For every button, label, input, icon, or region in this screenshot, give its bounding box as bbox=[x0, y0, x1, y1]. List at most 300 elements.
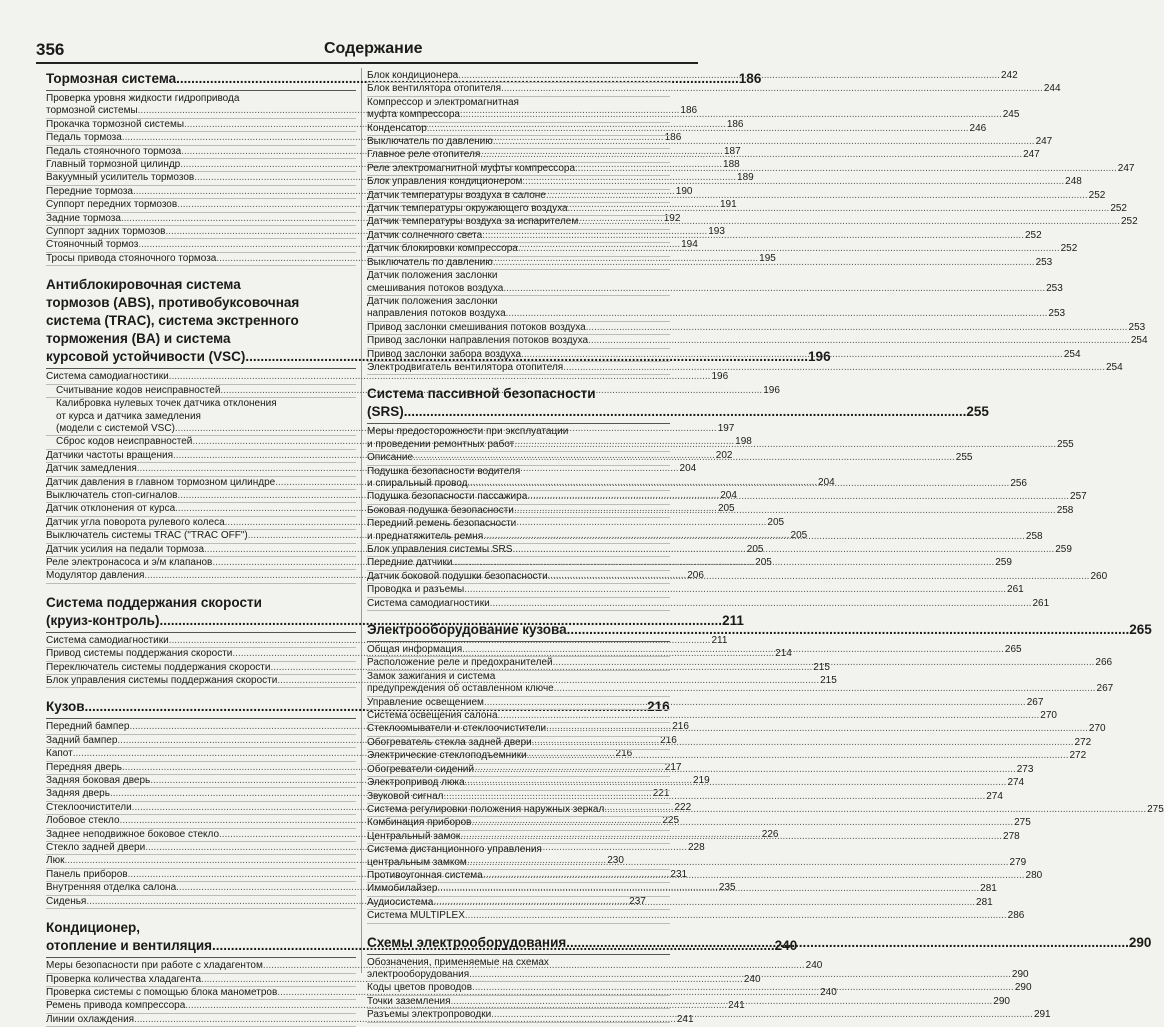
section-page-number: 211 bbox=[722, 612, 744, 628]
entry-page-number: 204 bbox=[818, 476, 835, 488]
section-title-line: Система поддержания скорости bbox=[46, 594, 262, 610]
toc-entry[interactable] bbox=[367, 710, 1057, 723]
leader-dots bbox=[452, 557, 994, 569]
entry-page-number: 215 bbox=[820, 675, 837, 686]
toc-entry[interactable] bbox=[367, 361, 1123, 375]
leader-dots bbox=[469, 969, 1011, 981]
toc-entry[interactable] bbox=[367, 584, 1024, 597]
leader-dots bbox=[546, 723, 1088, 735]
toc-entry[interactable] bbox=[46, 371, 729, 384]
section-title[interactable] bbox=[367, 621, 1152, 639]
entry-page-number: 217 bbox=[664, 761, 682, 773]
entry-text: Обозначения, применяемые на схемах bbox=[367, 956, 549, 968]
entry-last-line bbox=[367, 683, 1114, 695]
entry-page-number: 240 bbox=[805, 960, 823, 972]
entry-page-number: 191 bbox=[719, 199, 737, 211]
entry-text: смешивания потоков воздуха bbox=[367, 282, 504, 294]
entry-page-number: 242 bbox=[1000, 70, 1018, 81]
leader-dots bbox=[506, 308, 1048, 320]
entry-text: Система освещения салона bbox=[367, 710, 498, 722]
entry-text: муфта компрессора bbox=[367, 109, 460, 121]
entry-page-number: 259 bbox=[995, 557, 1012, 569]
entry-text: Калибровка нулевых точек датчика отклонения bbox=[56, 398, 277, 410]
leader-dots bbox=[588, 335, 1130, 347]
entry-page-number: 260 bbox=[1090, 570, 1108, 582]
entry-page-number: 254 bbox=[1063, 348, 1081, 360]
toc-entry[interactable] bbox=[367, 295, 1066, 322]
entry-page-number: 247 bbox=[1035, 136, 1053, 148]
leader-dots bbox=[527, 491, 1069, 503]
entry-page-number: 186 bbox=[726, 118, 744, 130]
entry-text: Задняя дверь bbox=[46, 788, 110, 800]
section-title-text: Тормозная система bbox=[46, 71, 177, 86]
leader-dots bbox=[472, 982, 1014, 994]
entry-page-number: 230 bbox=[607, 855, 624, 867]
leader-dots bbox=[465, 777, 1007, 789]
section-page-number: 216 bbox=[647, 699, 670, 715]
leader-dots bbox=[514, 505, 1056, 517]
entry-text: Панель приборов bbox=[46, 868, 128, 880]
leader-dots bbox=[464, 584, 1006, 596]
entry-page-number: 240 bbox=[820, 986, 837, 998]
leader-dots bbox=[575, 163, 1117, 175]
entry-page-number: 204 bbox=[679, 463, 697, 475]
entry-text: (модели с системой VSC) bbox=[56, 422, 175, 434]
entry-text: Система самодиагностики bbox=[46, 371, 169, 383]
entry-page-number: 240 bbox=[743, 973, 761, 985]
entry-text: Проверка системы с помощью блока манометров bbox=[46, 986, 278, 998]
section-gap bbox=[367, 611, 670, 621]
entry-last-line bbox=[367, 282, 1063, 295]
entry-text: от курса и датчика замедления bbox=[56, 410, 201, 422]
toc-entry[interactable] bbox=[367, 321, 1146, 335]
entry-text: Иммобилайзер bbox=[367, 883, 438, 895]
entry-page-number: 216 bbox=[615, 748, 633, 760]
leader-dots bbox=[490, 598, 1032, 610]
section-gap bbox=[367, 375, 670, 385]
leader-dots bbox=[566, 934, 1129, 952]
entry-page-number: 274 bbox=[986, 790, 1003, 802]
entry-page-number: 197 bbox=[717, 422, 735, 434]
section-title-text: (круиз-контроль) bbox=[46, 612, 160, 628]
section-page-number: 265 bbox=[1129, 622, 1152, 638]
entry-page-number: 214 bbox=[775, 648, 792, 660]
leader-dots bbox=[465, 910, 1007, 922]
entry-text: Датчик усилия на педали тормоза bbox=[46, 543, 205, 555]
entry-page-number: 222 bbox=[674, 801, 692, 813]
leader-dots bbox=[493, 257, 1035, 269]
entry-page-number: 221 bbox=[652, 788, 670, 800]
entry-text: Датчик давления в главном тормозном цилиндре bbox=[46, 476, 276, 488]
entry-page-number: 280 bbox=[1025, 869, 1043, 881]
section-gap bbox=[46, 909, 356, 919]
leader-dots bbox=[548, 571, 1090, 583]
toc-entry[interactable] bbox=[367, 696, 1044, 710]
entry-text: Педаль тормоза bbox=[46, 132, 122, 144]
leader-dots bbox=[433, 897, 975, 909]
leader-dots bbox=[462, 644, 1004, 656]
entry-text: Линии охлаждения bbox=[46, 1013, 135, 1025]
entry-page-number: 244 bbox=[1043, 83, 1061, 95]
leader-dots bbox=[532, 734, 1074, 749]
entry-page-number: 266 bbox=[1095, 657, 1113, 669]
entry-text: Переключатель системы поддержания скорости bbox=[46, 661, 271, 673]
entry-page-number: 278 bbox=[1003, 830, 1020, 842]
entry-text: Центральный замок bbox=[367, 830, 461, 842]
entry-page-number: 246 bbox=[969, 122, 987, 134]
entry-page-number: 256 bbox=[1010, 477, 1027, 489]
entry-text: Система дистанционного управления bbox=[367, 844, 542, 856]
toc-entry[interactable] bbox=[367, 790, 1003, 804]
leader-dots bbox=[586, 322, 1128, 334]
section-page-number: 196 bbox=[808, 349, 831, 365]
entry-text: Капот bbox=[46, 748, 73, 760]
entry-page-number: 241 bbox=[728, 1000, 745, 1012]
entry-text: Передние тормоза bbox=[46, 185, 133, 197]
leader-dots bbox=[514, 439, 1056, 451]
entry-page-number: 235 bbox=[718, 882, 736, 894]
section-rule bbox=[367, 954, 670, 955]
leader-dots bbox=[483, 870, 1025, 882]
entry-text: Система MULTIPLEX bbox=[367, 910, 465, 922]
section-page-number: 240 bbox=[774, 938, 798, 954]
entry-page-number: 290 bbox=[993, 995, 1010, 1007]
entry-text: Стеклоочистители bbox=[46, 801, 132, 813]
section-title-line: Кондиционер, bbox=[46, 920, 141, 936]
entry-page-number: 255 bbox=[955, 452, 973, 464]
entry-page-number: 193 bbox=[708, 226, 725, 238]
entry-text: Описание bbox=[367, 452, 414, 464]
entry-text: Блок управления кондиционером bbox=[367, 176, 523, 188]
entry-text: Подушка безопасности водителя bbox=[367, 465, 521, 477]
leader-dots bbox=[512, 544, 1054, 556]
entry-page-number: 270 bbox=[1040, 710, 1057, 722]
entry-text: Реле электронасоса и э/м клапанов bbox=[46, 556, 213, 568]
section-rule bbox=[46, 90, 356, 91]
entry-page-number: 247 bbox=[1117, 162, 1135, 174]
entry-text: Тросы привода стояночного тормоза bbox=[46, 252, 217, 264]
section-gap bbox=[367, 924, 670, 934]
entry-page-number: 216 bbox=[660, 734, 677, 746]
entry-page-number: 279 bbox=[1009, 856, 1027, 868]
entry-page-number: 192 bbox=[663, 212, 681, 224]
entry-text: Ремень привода компрессора bbox=[46, 1000, 186, 1012]
entry-text: Датчик замедления bbox=[46, 463, 137, 475]
entry-text: Прокачка тормозной системы bbox=[46, 118, 185, 130]
entry-text: Общая информация bbox=[367, 644, 463, 656]
entry-text: Боковая подушка безопасности bbox=[367, 504, 514, 516]
entry-page-number: 215 bbox=[813, 661, 830, 673]
entry-page-number: 248 bbox=[1065, 176, 1082, 188]
entry-text: Педаль стояночного тормоза bbox=[46, 145, 182, 157]
entry-text: Датчик блокировки компрессора bbox=[367, 243, 518, 255]
section-rule bbox=[46, 368, 356, 369]
entry-text: Заднее неподвижное боковое стекло bbox=[46, 828, 220, 840]
entry-text: Датчик положения заслонки bbox=[367, 270, 498, 282]
entry-text: Главный тормозной цилиндр bbox=[46, 159, 181, 171]
entry-text: Передняя дверь bbox=[46, 761, 122, 773]
entry-page-number: 247 bbox=[1023, 149, 1040, 161]
entry-page-number: 237 bbox=[629, 895, 646, 907]
entry-text: Датчик температуры воздуха за испарителем bbox=[367, 216, 579, 228]
leader-dots bbox=[522, 176, 1064, 188]
leader-dots bbox=[480, 149, 1022, 161]
leader-dots bbox=[427, 123, 969, 135]
entry-text: Сброс кодов неисправностей bbox=[56, 436, 193, 448]
entry-page-number: 286 bbox=[1007, 910, 1025, 922]
entry-text: Реле электромагнитной муфты компрессора bbox=[367, 162, 576, 174]
entry-text: Выключатель по давлению bbox=[367, 136, 493, 148]
entry-text: Меры предосторожности при эксплуатации bbox=[367, 426, 569, 438]
entry-page-number: 270 bbox=[1088, 723, 1106, 735]
leader-dots bbox=[604, 801, 1146, 816]
leader-dots bbox=[468, 478, 1010, 490]
entry-page-number: 187 bbox=[723, 145, 741, 157]
entry-page-number: 274 bbox=[1007, 777, 1025, 789]
entry-text: электрооборудования bbox=[367, 968, 470, 980]
entry-page-number: 258 bbox=[1025, 530, 1043, 542]
entry-text: Система самодиагностики bbox=[367, 597, 490, 609]
entry-text: Внутренняя отделка салона bbox=[46, 882, 177, 894]
entry-text: Датчик солнечного света bbox=[367, 229, 483, 241]
entry-text: Модулятор давления bbox=[46, 570, 145, 582]
entry-text: Суппорт задних тормозов bbox=[46, 226, 166, 238]
entry-text: и преднатяжитель ремня bbox=[367, 530, 484, 542]
section-title-line: Антиблокировочная система bbox=[46, 277, 241, 293]
entry-text: Задний бампер bbox=[46, 734, 118, 746]
entry-page-number: 231 bbox=[670, 868, 688, 880]
entry-page-number: 188 bbox=[723, 159, 740, 171]
entry-text: Задняя боковая дверь bbox=[46, 775, 151, 787]
leader-dots bbox=[404, 403, 967, 421]
entry-page-number: 253 bbox=[1046, 282, 1063, 294]
entry-text: и спиральный провод bbox=[367, 477, 468, 489]
entry-text: Привод заслонки направления потоков воздуха bbox=[367, 335, 589, 347]
entry-text: Сиденья bbox=[46, 895, 87, 907]
entry-text: Стекло задней двери bbox=[46, 842, 146, 854]
entry-page-number: 205 bbox=[790, 530, 808, 542]
entry-page-number: 252 bbox=[1121, 216, 1138, 228]
section-gap bbox=[46, 688, 356, 698]
section-page-number: 186 bbox=[738, 71, 762, 86]
entry-text: Точки заземления bbox=[367, 995, 451, 1007]
entry-text: Выключатель системы TRAC ("TRAC OFF") bbox=[46, 530, 248, 542]
section-title-line: тормозов (ABS), противобуксовочная bbox=[46, 295, 300, 311]
entry-text: Проводка и разъемы bbox=[367, 584, 465, 596]
leader-dots bbox=[460, 109, 1002, 121]
leader-dots bbox=[484, 697, 1026, 709]
entry-page-number: 225 bbox=[662, 815, 680, 827]
entry-page-number: 253 bbox=[1035, 256, 1053, 268]
page-number: 356 bbox=[36, 40, 65, 59]
leader-dots bbox=[493, 136, 1035, 148]
entry-page-number: 211 bbox=[711, 634, 728, 646]
entry-page-number: 252 bbox=[1025, 229, 1042, 241]
entry-page-number: 254 bbox=[1105, 361, 1123, 373]
entry-last-line bbox=[367, 856, 1027, 869]
section-page-number: 255 bbox=[966, 404, 989, 420]
section-title-line: система (TRAC), система экстренного bbox=[46, 313, 299, 329]
section-title-line: торможения (BA) и система bbox=[46, 331, 231, 347]
entry-page-number: 206 bbox=[687, 570, 704, 582]
entry-text: направления потоков воздуха bbox=[367, 308, 506, 320]
toc-entry[interactable] bbox=[367, 597, 1050, 611]
entry-page-number: 216 bbox=[672, 721, 689, 733]
entry-text: Система самодиагностики bbox=[46, 634, 169, 646]
entry-text: и проведении ремонтных работ bbox=[367, 438, 515, 450]
leader-dots bbox=[553, 657, 1095, 669]
section-page-number: 290 bbox=[1128, 934, 1152, 950]
entry-text: Задние тормоза bbox=[46, 212, 121, 224]
entry-page-number: 204 bbox=[720, 489, 737, 501]
entry-page-number: 205 bbox=[767, 516, 785, 528]
entry-page-number: 190 bbox=[675, 185, 693, 197]
entry-page-number: 261 bbox=[1007, 584, 1024, 596]
entry-text: тормозной системы bbox=[46, 105, 138, 117]
leader-dots bbox=[521, 349, 1063, 361]
toc-entry[interactable] bbox=[367, 270, 1063, 296]
entry-page-number: 267 bbox=[1026, 696, 1044, 708]
section-rule bbox=[46, 957, 356, 958]
entry-page-number: 258 bbox=[1056, 504, 1074, 516]
entry-page-number: 186 bbox=[680, 105, 698, 117]
entry-page-number: 281 bbox=[980, 883, 997, 895]
entry-text: Считывание кодов неисправностей bbox=[56, 384, 221, 396]
entry-text: Звуковой сигнал bbox=[367, 790, 444, 802]
leader-dots bbox=[471, 817, 1013, 829]
leader-dots bbox=[546, 190, 1088, 202]
entry-text: Стояночный тормоз bbox=[46, 239, 139, 251]
entry-text: Датчик температуры воздуха в салоне bbox=[367, 189, 546, 201]
leader-dots bbox=[467, 857, 1009, 869]
leader-dots bbox=[518, 243, 1060, 255]
toc-entry[interactable] bbox=[367, 896, 993, 910]
section-rule bbox=[46, 718, 356, 719]
leader-dots bbox=[554, 683, 1096, 695]
section-rule bbox=[46, 632, 356, 633]
section-rule bbox=[367, 641, 670, 642]
entry-page-number: 290 bbox=[1011, 968, 1029, 980]
entry-page-number: 272 bbox=[1069, 750, 1087, 762]
entry-text: Электрические стеклоподъемники bbox=[367, 750, 527, 762]
leader-dots bbox=[483, 531, 1025, 543]
entry-page-number: 257 bbox=[1070, 491, 1087, 503]
leader-dots bbox=[498, 710, 1040, 722]
entry-text: Датчик положения заслонки bbox=[367, 295, 498, 307]
entry-text: Главное реле отопителя bbox=[367, 149, 481, 161]
entry-page-number: 252 bbox=[1088, 189, 1106, 201]
leader-dots bbox=[491, 1009, 1033, 1021]
entry-text: Блок управления системы поддержания скорости bbox=[46, 675, 278, 686]
entry-text: Суппорт передних тормозов bbox=[46, 199, 178, 211]
entry-text: Датчик отклонения от курса bbox=[46, 503, 176, 515]
toc-entry[interactable] bbox=[367, 910, 1025, 923]
entry-text: Передний бампер bbox=[46, 721, 130, 733]
entry-page-number: 205 bbox=[746, 543, 764, 555]
entry-text: Выключатель по давлению bbox=[367, 256, 493, 268]
toc-entry[interactable] bbox=[367, 750, 1087, 763]
leader-dots bbox=[503, 283, 1045, 295]
entry-page-number: 281 bbox=[976, 896, 993, 908]
entry-page-number: 189 bbox=[737, 172, 754, 184]
entry-page-number: 254 bbox=[1130, 335, 1148, 347]
entry-text: Датчик боковой подушки безопасности bbox=[367, 570, 548, 582]
toc-entry[interactable] bbox=[367, 335, 1148, 348]
section-title-text: Схемы электрооборудования bbox=[367, 934, 567, 950]
leader-dots bbox=[563, 362, 1105, 374]
leader-dots bbox=[460, 828, 1002, 843]
entry-text: предупреждения об оставленном ключе bbox=[367, 683, 554, 695]
section-title-text: отопление и вентиляция bbox=[46, 938, 213, 954]
header-rule bbox=[36, 62, 698, 64]
entry-text: Блок управления системы SRS bbox=[367, 544, 513, 555]
entry-page-number: 253 bbox=[1128, 321, 1146, 333]
entry-page-number: 252 bbox=[1110, 203, 1127, 215]
entry-text: Выключатель стоп-сигналов bbox=[46, 489, 178, 501]
entry-text: Замок зажигания и система bbox=[367, 670, 496, 682]
entry-page-number: 219 bbox=[693, 775, 710, 787]
entry-text: Передние датчики bbox=[367, 557, 453, 569]
entry-text: Вакуумный усилитель тормозов bbox=[46, 172, 195, 184]
entry-text: Датчики частоты вращения bbox=[46, 449, 173, 461]
entry-page-number: 205 bbox=[717, 503, 735, 515]
entry-text: Проверка количества хладагента bbox=[46, 973, 202, 985]
entry-text: Разъемы электропроводки bbox=[367, 1009, 492, 1021]
leader-dots bbox=[443, 791, 985, 803]
leader-dots bbox=[501, 83, 1043, 95]
entry-page-number: 205 bbox=[755, 556, 772, 568]
entry-page-number: 261 bbox=[1032, 597, 1050, 609]
entry-text: Блок кондиционера bbox=[367, 70, 459, 81]
entry-text: Противоугонная система bbox=[367, 869, 483, 881]
entry-text: Конденсатор bbox=[367, 122, 427, 134]
entry-text: Блок вентилятора отопителя bbox=[367, 83, 502, 95]
section-rule bbox=[367, 423, 670, 424]
entry-text: Привод заслонки забора воздуха bbox=[367, 348, 522, 360]
entry-page-number: 275 bbox=[1014, 817, 1031, 829]
section-title[interactable] bbox=[367, 403, 989, 421]
section-title-text: (SRS) bbox=[367, 404, 404, 420]
entry-page-number: 252 bbox=[1060, 243, 1078, 255]
entry-page-number: 195 bbox=[759, 252, 776, 264]
section-title-text: Электрооборудование кузова bbox=[367, 622, 567, 638]
entry-text: Меры безопасности при работе с хладагентом bbox=[46, 960, 263, 972]
entry-text: Обогреватели сидений bbox=[367, 763, 474, 775]
entry-page-number: 196 bbox=[763, 384, 780, 396]
entry-page-number: 228 bbox=[687, 842, 705, 854]
entry-text: Расположение реле и предохранителей bbox=[367, 657, 553, 669]
entry-page-number: 275 bbox=[1147, 803, 1164, 815]
entry-text: Лобовое стекло bbox=[46, 815, 120, 827]
entry-page-number: 196 bbox=[711, 371, 729, 383]
entry-text: Комбинация приборов bbox=[367, 817, 472, 829]
toc-entry[interactable] bbox=[46, 634, 728, 648]
entry-page-number: 245 bbox=[1002, 109, 1020, 121]
section-gap bbox=[46, 266, 356, 276]
entry-text: Люк bbox=[46, 855, 65, 867]
entry-text: Подушка безопасности пассажира bbox=[367, 491, 528, 503]
section-title-line: Система пассивной безопасности bbox=[367, 386, 596, 402]
entry-page-number: 291 bbox=[1033, 1009, 1051, 1021]
leader-dots bbox=[482, 230, 1024, 242]
entry-text: Электродвигатель вентилятора отопителя bbox=[367, 361, 564, 373]
toc-entry[interactable] bbox=[367, 83, 1061, 96]
entry-text: Датчик угла поворота рулевого колеса bbox=[46, 516, 225, 528]
entry-page-number: 259 bbox=[1055, 544, 1072, 555]
entry-text: Электропривод люка bbox=[367, 777, 465, 789]
leader-dots bbox=[450, 996, 992, 1008]
entry-text: центральным замком bbox=[367, 856, 467, 868]
